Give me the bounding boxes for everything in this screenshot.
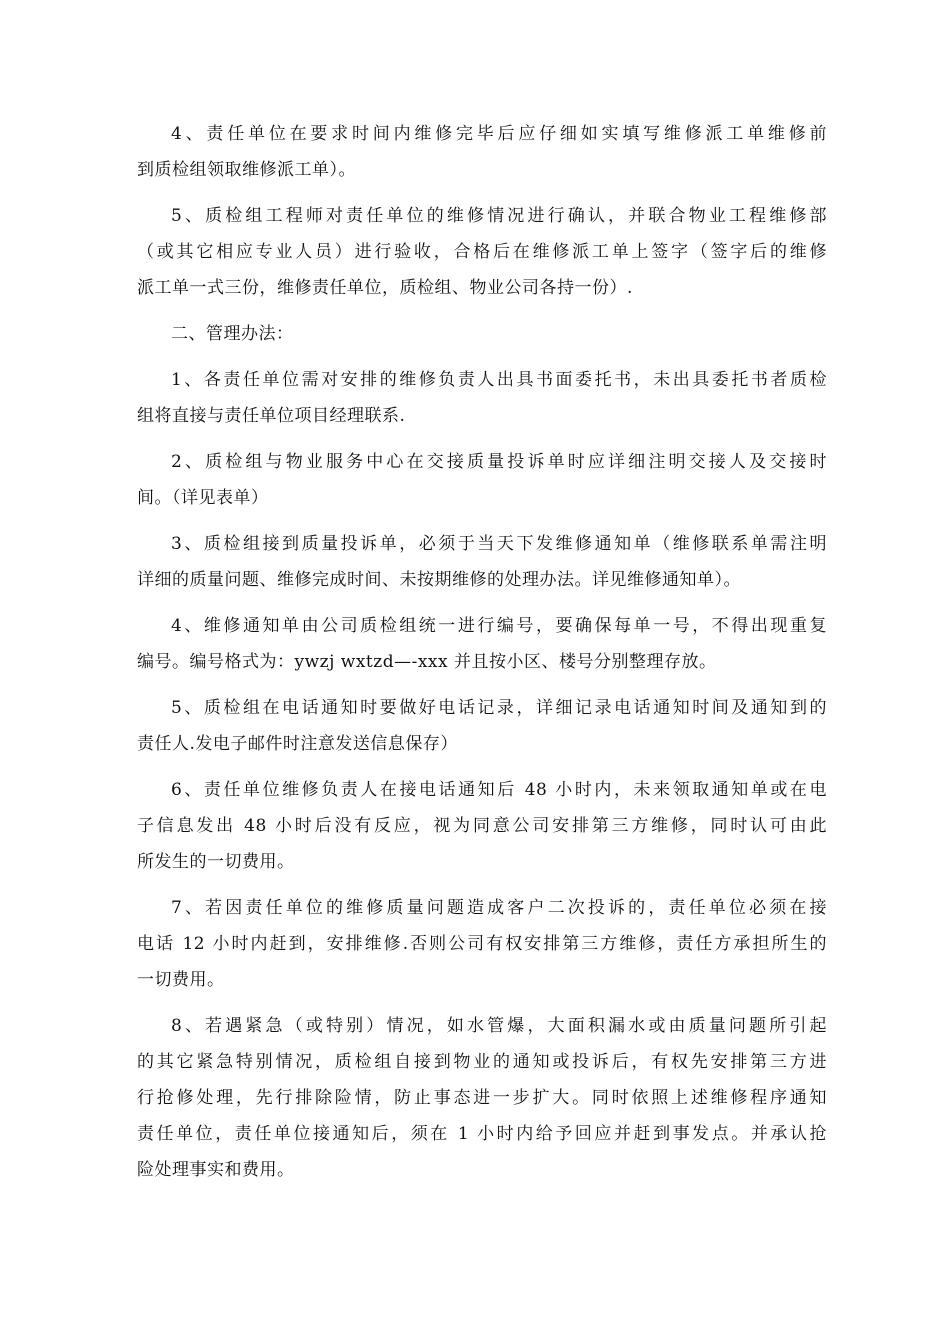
paragraph-inspection-acceptance (137, 198, 827, 306)
text-line: 责任单位，责任单位接通知后，须在 1 小时内给予回应并赶到事发点。并承认抢 (137, 1124, 827, 1144)
paragraph-management-1 (137, 362, 827, 434)
text-line: 险处理事实和费用。 (137, 1160, 295, 1180)
paragraph-management-7 (137, 890, 827, 998)
paragraph-management-8 (137, 1008, 827, 1188)
text-line: 5、质检组工程师对责任单位的维修情况进行确认，并联合物业工程维修部 (171, 206, 827, 226)
section-heading-management (137, 316, 827, 352)
text-line: 3、质检组接到质量投诉单，必须于当天下发维修通知单（维修联系单需注明 (171, 534, 827, 554)
text-line: 所发生的一切费用。 (137, 852, 295, 872)
section-heading-text: 二、管理办法： (171, 324, 294, 344)
text-line: 编号。编号格式为：ywzj wxtzd—-xxx 并且按小区、楼号分别整理存放。 (137, 652, 717, 672)
text-line: 的其它紧急特别情况，质检组自接到物业的通知或投诉后，有权先安排第三方进 (137, 1052, 827, 1072)
paragraph-management-2 (137, 444, 827, 516)
text-line: 2、质检组与物业服务中心在交接质量投诉单时应详细注明交接人及交接时 (171, 452, 827, 472)
paragraph-repair-completion (137, 116, 827, 188)
text-line: 6、责任单位维修负责人在接电话通知后 48 小时内，未来领取通知单或在电 (171, 780, 827, 800)
paragraph-management-4 (137, 608, 827, 680)
text-line: 派工单一式三份，维修责任单位，质检组、物业公司各持一份）. (137, 278, 633, 298)
text-line: 详细的质量问题、维修完成时间、未按期维修的处理办法。详见维修通知单）。 (137, 570, 741, 590)
paragraph-management-6 (137, 772, 827, 880)
text-line: 8、若遇紧急（或特别）情况，如水管爆，大面积漏水或由质量问题所引起 (171, 1016, 827, 1036)
paragraph-management-3 (137, 526, 827, 598)
text-line: 子信息发出 48 小时后没有反应，视为同意公司安排第三方维修，同时认可由此 (137, 816, 827, 836)
text-line: 5、质检组在电话通知时要做好电话记录，详细记录电话通知时间及通知到的 (171, 698, 827, 718)
text-line: 间。（详见表单） (137, 488, 269, 508)
text-line: 到质检组领取维修派工单）。 (137, 160, 356, 180)
text-line: 电话 12 小时内赶到，安排维修.否则公司有权安排第三方维修，责任方承担所生的 (137, 934, 827, 954)
text-line: （或其它相应专业人员）进行验收，合格后在维修派工单上签字（签字后的维修 (137, 242, 827, 262)
text-line: 7、若因责任单位的维修质量问题造成客户二次投诉的，责任单位必须在接 (171, 898, 827, 918)
paragraph-management-5 (137, 690, 827, 762)
text-line: 责任人.发电子邮件时注意发送信息保存） (137, 734, 458, 754)
text-line: 一切费用。 (137, 970, 225, 990)
text-line: 行抢修处理，先行排除险情，防止事态进一步扩大。同时依照上述维修程序通知 (137, 1088, 827, 1108)
document-page (137, 116, 827, 1188)
text-line: 4、责任单位在要求时间内维修完毕后应仔细如实填写维修派工单维修前 (171, 124, 827, 144)
text-line: 组将直接与责任单位项目经理联系. (137, 406, 406, 426)
text-line: 1、各责任单位需对安排的维修负责人出具书面委托书，未出具委托书者质检 (171, 370, 827, 390)
text-line: 4、维修通知单由公司质检组统一进行编号，要确保每单一号，不得出现重复 (171, 616, 827, 636)
